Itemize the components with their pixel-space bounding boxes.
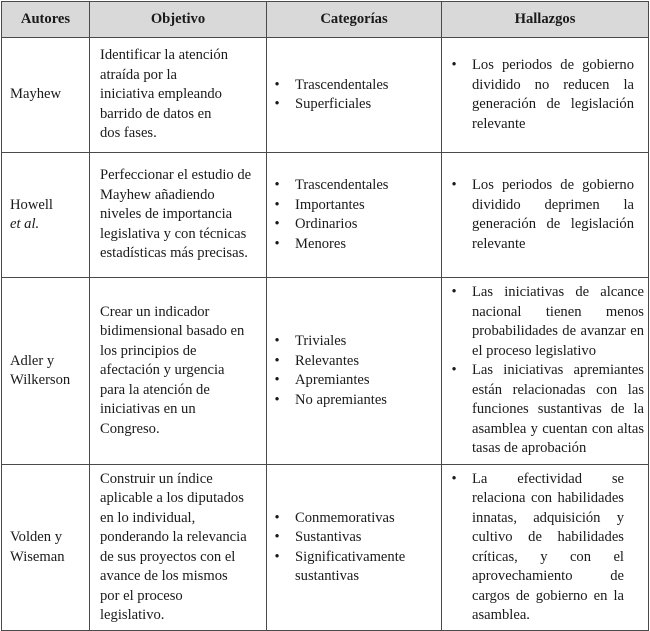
- objective-cell: [90, 278, 267, 465]
- authors-text: Mayhew: [10, 86, 62, 103]
- authors-cell: [2, 153, 90, 278]
- authors-text: Howell: [10, 196, 53, 213]
- objective-text: Crear un indicador bidimensional basado en los principios de afectación y urgencia para la atención de iniciativas en un Congreso.: [100, 303, 245, 437]
- list-item: • Importantes: [271, 196, 441, 216]
- list-item: • Ordinarios: [271, 215, 441, 235]
- list-item: • Relevantes: [271, 352, 441, 372]
- categories-cell: [267, 278, 442, 465]
- list-item: • Sustantivas: [271, 528, 441, 548]
- list-item: • Los periodos de gobierno dividido deprimen la generación de legislación relevante: [446, 176, 634, 254]
- findings-cell: [442, 38, 649, 153]
- list-item: • Trascendentales: [271, 76, 441, 96]
- table-row: [2, 465, 649, 631]
- objective-cell: [90, 153, 267, 278]
- categories-cell: [267, 465, 442, 631]
- header-objetivo: Objetivo: [90, 2, 267, 38]
- list-item: • La efectividad se relaciona con habilidades innatas, adquisición y cultivo de habilidades críticas, y con el aprovechamiento de cargos de gobierno en la asamblea.: [446, 470, 624, 626]
- table-row: [2, 38, 649, 153]
- authors-text: Volden y Wiseman: [10, 529, 65, 565]
- list-item: • Triviales: [271, 332, 441, 352]
- authors-suffix-text: et al.: [10, 216, 40, 232]
- categories-list: [271, 76, 441, 115]
- objective-text: Identificar la atención atraída por la iniciativa empleando barrido de datos en dos fases.: [100, 47, 229, 142]
- categories-list: [271, 509, 441, 587]
- list-item: • Significativamente sustantivas: [271, 548, 441, 587]
- table-row: [2, 153, 649, 278]
- categories-cell: [267, 153, 442, 278]
- table-row: [2, 278, 649, 465]
- list-item: • Las iniciativas apremiantes están relacionadas con las funciones sustantivas de la asamblea y cuentan con altas tasas de aprobación: [446, 361, 644, 459]
- authors-cell: [2, 465, 90, 631]
- objective-cell: [90, 38, 267, 153]
- findings-cell: [442, 278, 649, 465]
- objective-cell: [90, 465, 267, 631]
- categories-list: [271, 176, 441, 254]
- list-item: • Los periodos de gobierno dividido no reducen la generación de legislación relevante: [446, 56, 634, 134]
- authors-cell: [2, 38, 90, 153]
- findings-list: [446, 56, 634, 134]
- categories-cell: [267, 38, 442, 153]
- list-item: • No apremiantes: [271, 391, 441, 411]
- header-hallazgos: Hallazgos: [442, 2, 649, 38]
- list-item: • Trascendentales: [271, 176, 441, 196]
- literature-table: [1, 1, 649, 631]
- findings-cell: [442, 465, 649, 631]
- header-row: [2, 2, 649, 38]
- list-item: • Menores: [271, 235, 441, 255]
- objective-text: Construir un índice aplicable a los diputados en lo individual, ponderando la relevancia de sus proyectos con el avance de los mismos por el proceso legislativo.: [100, 470, 247, 623]
- list-item: • Conmemorativas: [271, 509, 441, 529]
- header-categorias: Categorías: [267, 2, 442, 38]
- findings-list: [446, 283, 644, 459]
- categories-list: [271, 332, 441, 410]
- list-item: • Apremiantes: [271, 371, 441, 391]
- list-item: • Superficiales: [271, 95, 441, 115]
- authors-text: Adler y Wilkerson: [10, 352, 71, 388]
- authors-cell: [2, 278, 90, 465]
- list-item: • Las iniciativas de alcance nacional tienen menos probabilidades de avanzar en el proceso legislativo: [446, 283, 644, 361]
- findings-cell: [442, 153, 649, 278]
- findings-list: [446, 176, 634, 254]
- findings-list: [446, 470, 624, 626]
- header-autores: Autores: [2, 2, 90, 38]
- objective-text: Perfeccionar el estudio de Mayhew añadiendo niveles de importancia legislativa y con técnicas estadísticas más precisas.: [100, 167, 252, 262]
